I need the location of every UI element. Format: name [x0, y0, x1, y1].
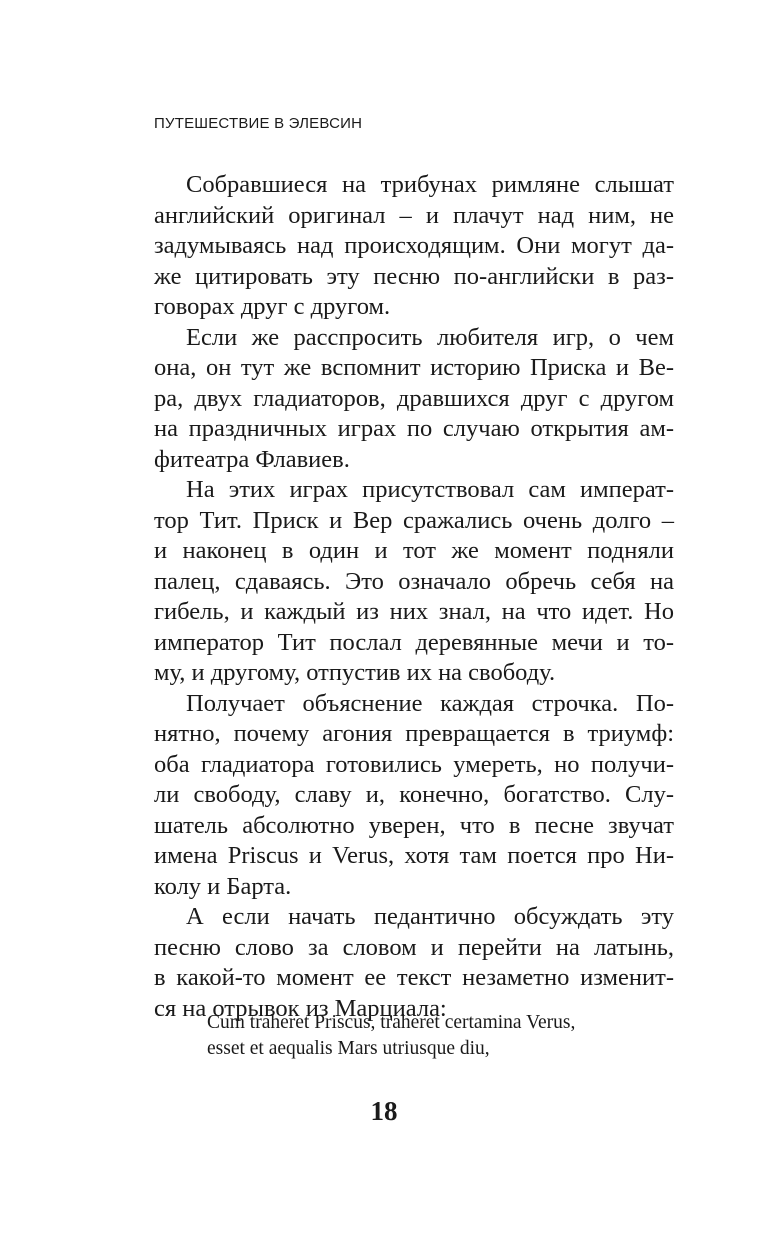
paragraph: [154, 689, 674, 903]
text-line: и наконец в один и тот же момент подняли: [154, 537, 674, 564]
text-line: ся на отрывок из Марциала:: [154, 994, 447, 1022]
page-number: 18: [370, 1096, 398, 1126]
body-text: [154, 170, 674, 1024]
text-line: на праздничных играх по случаю открытия ам-: [154, 415, 674, 442]
text-line: палец, сдаваясь. Это означало обречь себя на: [154, 567, 674, 595]
text-line: оба гладиатора готовились умереть, но получи-: [154, 750, 674, 778]
paragraph: [154, 475, 674, 689]
text-line: Собравшиеся на трибунах римляне слышат: [186, 171, 674, 198]
quote-line: Cum traheret Priscus, traheret certamina Verus,: [207, 1012, 576, 1033]
text-line: она, он тут же вспомнит историю Приска и Ве-: [154, 354, 674, 381]
text-line: тор Тит. Приск и Вер сражались очень долго –: [154, 506, 674, 534]
text-line: гибель, и каждый из них знал, на что идет. Но: [154, 598, 674, 625]
text-line: колу и Барта.: [154, 872, 292, 900]
text-line: нятно, почему агония превращается в триумф:: [154, 720, 674, 747]
quote-line: esset et aequalis Mars utriusque diu,: [207, 1038, 490, 1059]
text-line: в какой-то момент ее текст незаметно изменит-: [154, 964, 674, 991]
text-line: На этих играх присутствовал сам императ-: [186, 476, 674, 503]
text-line: говорах друг с другом.: [154, 293, 391, 320]
text-line: имена Priscus и Verus, хотя там поется про Ни-: [154, 842, 674, 869]
text-line: английский оригинал – и плачут над ним, не: [154, 201, 674, 229]
text-line: фитеатра Флавиев.: [154, 445, 350, 473]
text-line: ра, двух гладиаторов, дравшихся друг с другом: [154, 384, 674, 412]
paragraph: [154, 170, 674, 323]
text-line: Если же расспросить любителя игр, о чем: [186, 323, 674, 351]
paragraph: [154, 323, 674, 476]
text-line: император Тит послал деревянные мечи и то-: [154, 628, 674, 656]
latin-quote: [207, 1010, 575, 1062]
running-head: ПУТЕШЕСТВИЕ В ЭЛЕВСИН: [154, 115, 363, 132]
paragraph: [154, 902, 674, 1024]
text-line: же цитировать эту песню по-английски в раз-: [154, 262, 674, 290]
text-line: шатель абсолютно уверен, что в песне звучат: [154, 811, 674, 839]
text-line: А если начать педантично обсуждать эту: [186, 903, 674, 930]
text-line: задумываясь над происходящим. Они могут да-: [154, 232, 674, 259]
text-line: песню слово за словом и перейти на латынь,: [154, 933, 674, 961]
text-line: ли свободу, славу и, конечно, богатство. Слу-: [154, 781, 674, 808]
text-line: Получает объяснение каждая строчка. По-: [186, 689, 674, 717]
text-line: му, и другому, отпустив их на свободу.: [154, 659, 556, 686]
